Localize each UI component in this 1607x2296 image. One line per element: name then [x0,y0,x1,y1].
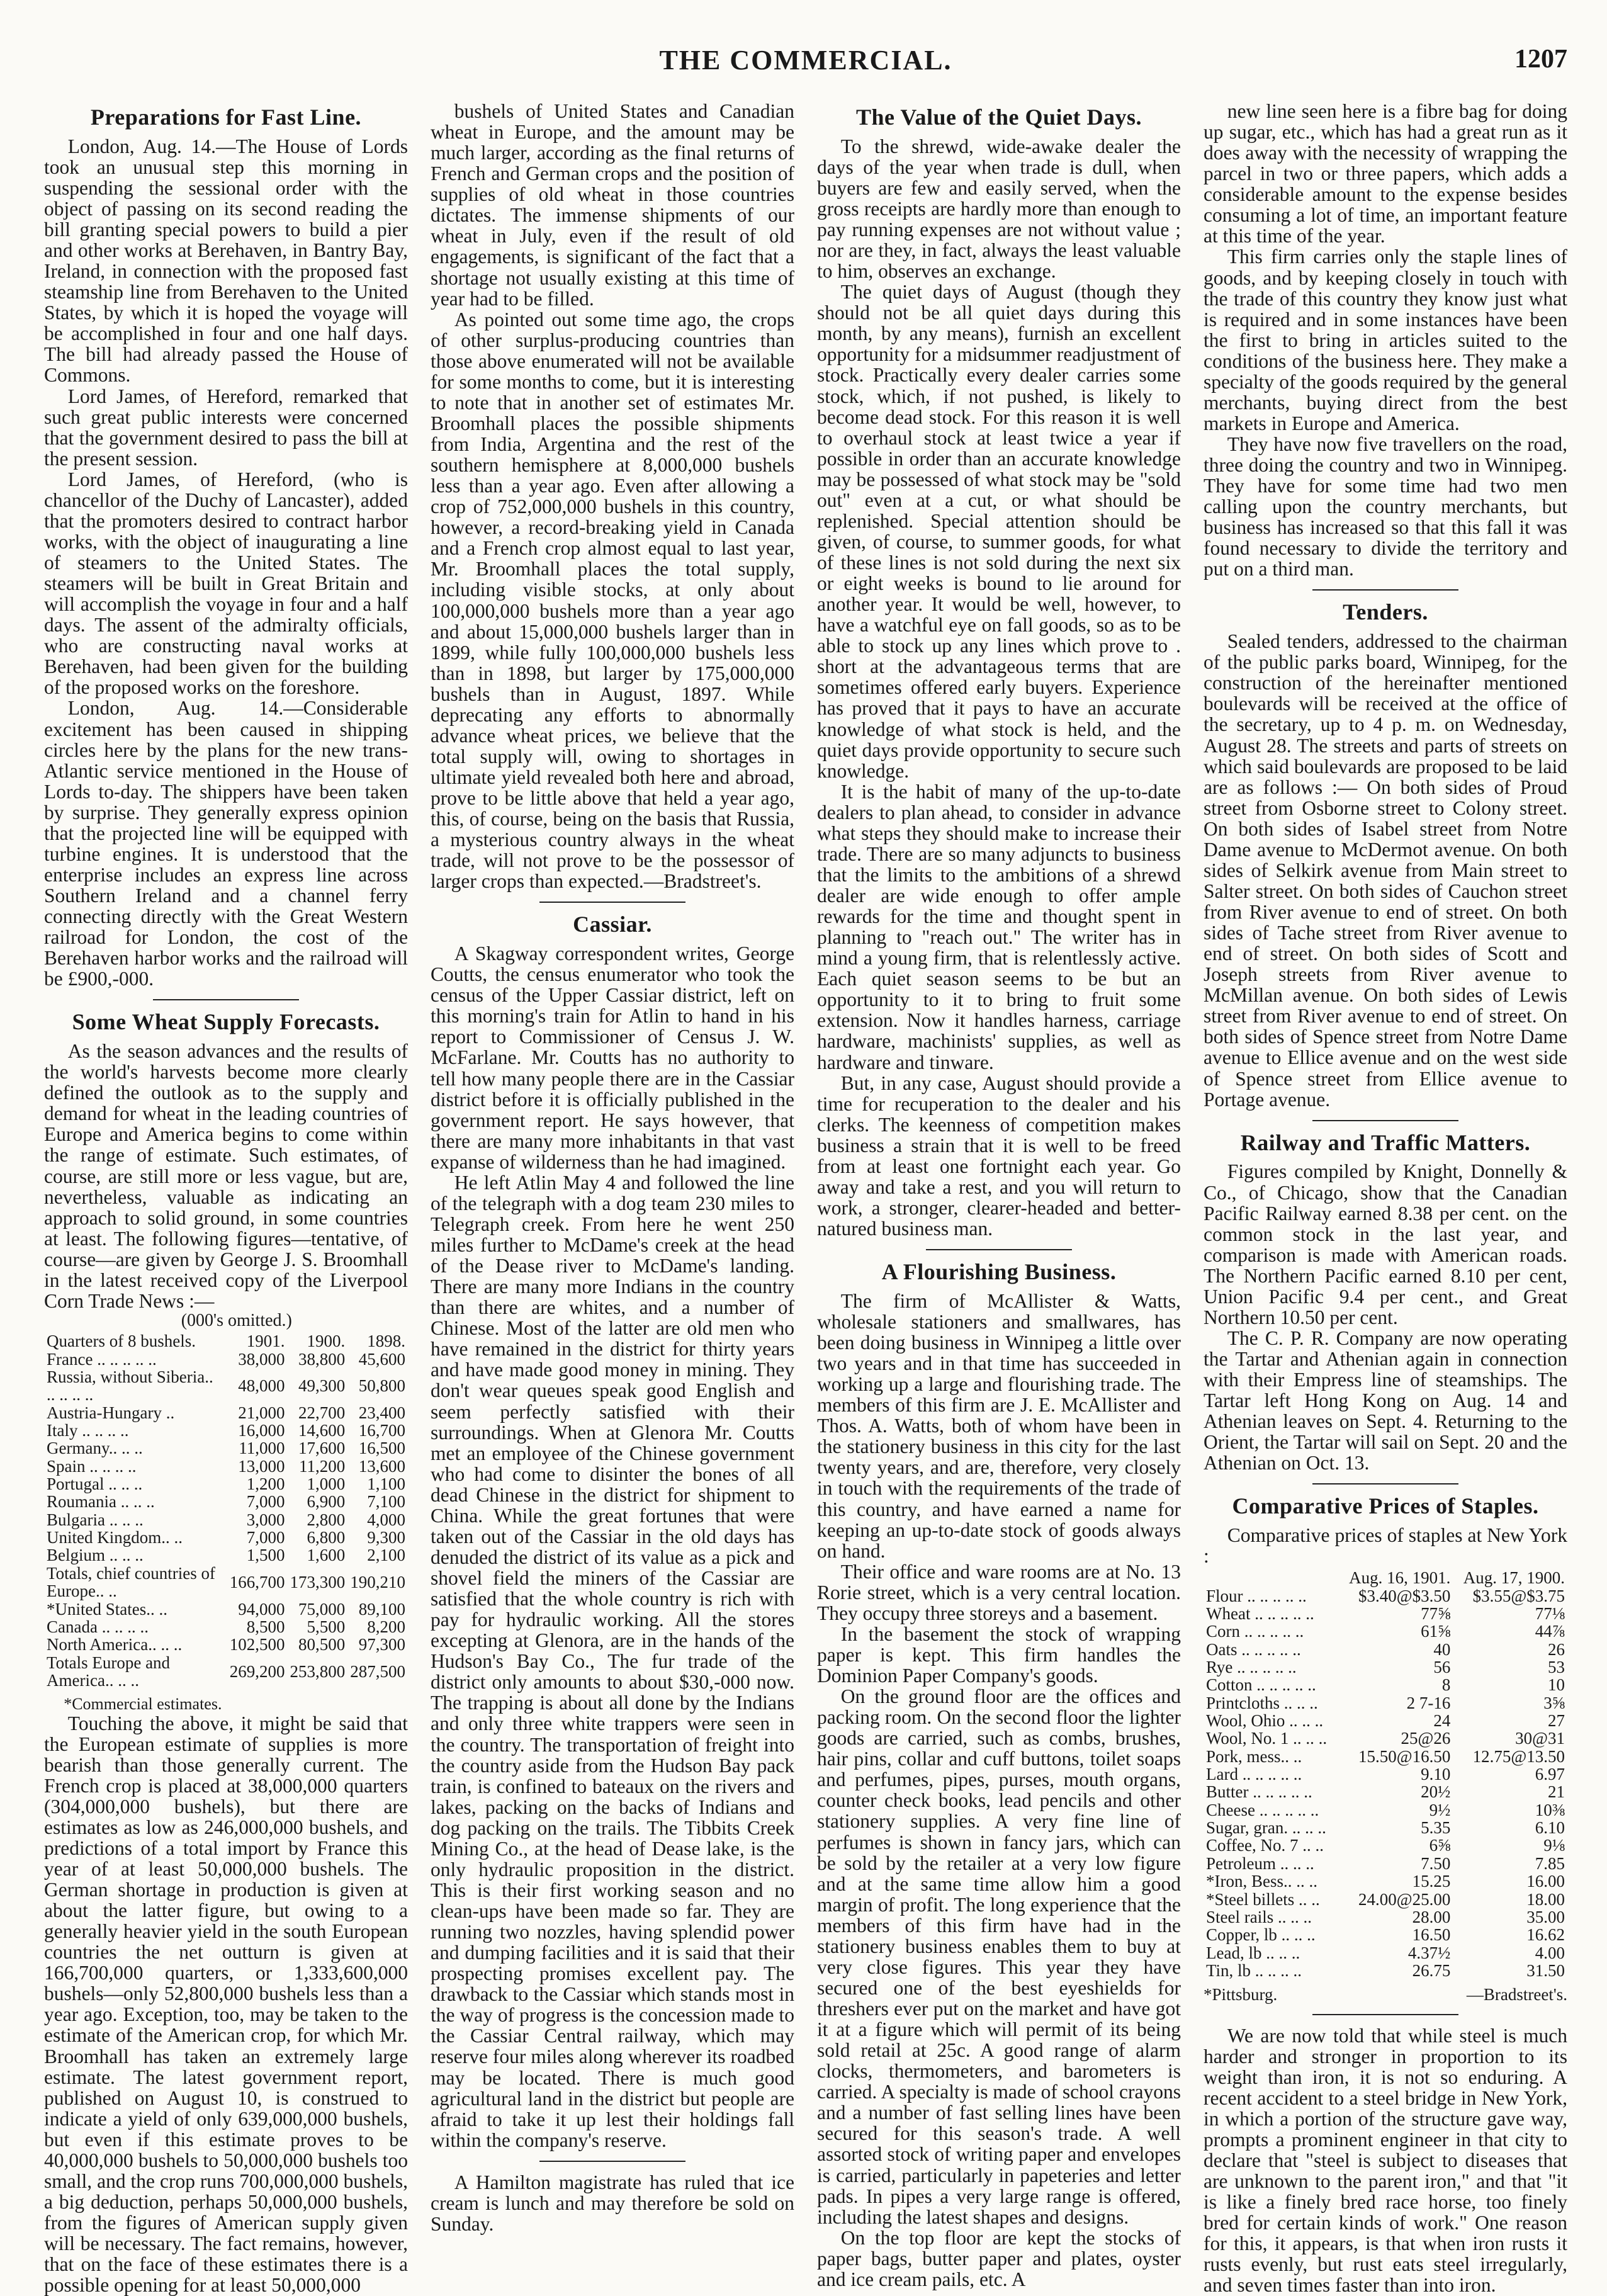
paragraph: We are now told that while steel is much harder and stronger in proportion to its weight than iron, it is not so enduring. A recent accident to a steel bridge in New York, in which a portion of the structure gave way, prompts a prominent engineer in that city to declare that "steel is subject to diseases that are unknown to the parent iron," and that "it is like a finely bred race horse, too finely bred for certain kinds of work." One reason for this, it appears, is that when iron rusts it rusts evenly, but rust eats steel irregularly, and seven times faster than into iron. [1204,2024,1567,2296]
article-headline: Cassiar. [573,912,652,937]
row-label: Butter .. .. .. .. .. [1206,1782,1312,1802]
table-cell: 5,500 [307,1617,346,1636]
section-rule [1312,1483,1458,1484]
table-row [1204,1748,1567,1765]
table-row [1204,1729,1567,1747]
paragraph: He left Atlin May 4 and followed the line of the telegraph with a dog team 230 miles to Telegraph creek. From here he went 250 miles further to McDame's creek at the head of the Dease river to McDame's landing. There are many more Indians in the country than there are whites, and a number of Chinese. Most of the latter are old men who have remained in the district for thirty years and have made good money in mining. They don't wear queues speak good English and seem perfectly satisfied with their surroundings. When at Glenora Mr. Coutts met an employee of the Chinese government who had come to disinter the bones of all dead Chinese in the district for shipment to China. While the great fortunes that were taken out of the Cassiar in the old days has denuded the district of its value as a pick and shovel field the miners of the Cassiar are satisfied that the whole country is rich with pay for hydraulic working. All the stores excepting at Glenora, are in the hands of the Hudson's Bay Co., The fur trade of the district only amounts to about $30,-000 now. The trapping is about all done by the Indians and only three white trappers were seen in the country. The transportation of freight into the country aside from the Hudson Bay pack train, is confined to bateaux on the rivers and lakes, packing on the backs of Indians and dog packing on the trails. The Tibbits Creek Mining Co., at the head of Dease lake, is the only hydraulic proposition in the district. This is their first working season and no clean-ups have been made so far. They are running two nozzles, having splendid power and dumping facilities and it is said that their prospecting promises excellent pay. The drawback to the Cassiar which stands most in the way of progress is the concession made to the Cassiar Central railway, which may reserve four miles along wherever its roadbed may be located. There is much good agricultural land in the district but people are afraid to take it up lest their holdings fall within the company's reserve. [431,1171,794,2151]
column-header: 1900. [307,1332,346,1351]
table-cell: 7,100 [367,1492,405,1512]
column-2 [431,100,794,2235]
table-row [1204,1891,1567,1908]
section-rule [1312,589,1458,591]
row-label: Copper, lb .. .. .. [1206,1925,1316,1945]
table-cell: 15.50@16.50 [1358,1746,1451,1766]
table-row [1204,1641,1567,1658]
table-cell: 80,500 [298,1635,346,1654]
table-cell: 94,000 [238,1599,285,1619]
table-row [1204,1855,1567,1872]
table-row [1204,1783,1567,1801]
section-rule [539,902,685,903]
staples-table [1204,1569,1567,1979]
table-cell: 25@26 [1401,1729,1451,1748]
table-cell: 1,600 [307,1546,346,1565]
row-label: *Iron, Bess.. .. .. [1206,1872,1317,1891]
table-cell: 17,600 [298,1439,346,1458]
table-cell: 2 7-16 [1406,1693,1451,1712]
table-cell: 7.85 [1535,1853,1565,1873]
row-label: Sugar, gran. .. .. .. [1206,1818,1326,1838]
paragraph: In the basement the stock of wrapping paper is kept. This firm handles the Dominion Paper Company's goods. [817,1622,1181,1687]
row-label: Belgium .. .. .. [47,1546,144,1565]
paragraph: But, in any case, August should provide a time for recuperation to the dealer and his clerks. The keenness of competition makes business a strain that it is well to be freed from at least one fortnight each year. Go away and take a rest, and you will return to work, a stronger, clearer-headed and better-natured business man. [817,1072,1181,1240]
table-cell: 253,800 [290,1661,346,1681]
table-cell: 30@31 [1515,1729,1565,1748]
section-rule [1312,2014,1458,2015]
column-header: Aug. 17, 1900. [1463,1568,1565,1588]
row-label: Wool, Ohio .. .. .. [1206,1711,1324,1731]
column-3 [817,101,1181,2290]
table-cell: 15.25 [1412,1872,1451,1891]
table-cell: 16,000 [238,1421,285,1440]
article-headline: Some Wheat Supply Forecasts. [72,1009,380,1035]
table-cell: 10 [1548,1675,1565,1695]
table-cell: 24 [1433,1711,1451,1731]
row-label: Russia, without Siberia.. .. .. .. .. [47,1367,213,1405]
table-cell: 48,000 [238,1376,285,1396]
table-cell: 8,200 [367,1617,405,1636]
row-label: Oats .. .. .. .. .. [1206,1639,1301,1659]
table-cell: 38,000 [238,1349,285,1369]
table-cell: 21,000 [238,1403,285,1422]
table-cell: 16.62 [1526,1925,1565,1945]
table-row [44,1600,408,1618]
table-caption: Quarters of 8 bushels. [47,1332,196,1351]
table-cell: 56 [1433,1658,1451,1677]
paragraph: bushels of United States and Canadian wheat in Europe, and the amount may be much larger, according as the final returns of French and German crops and the position of supplies of old wheat in those countries dictates. The immense shipments of our wheat in July, even if the result of old engagements, is significant of the fact that a shortage not usually existing at this time of year had to be filled. [431,100,794,310]
footnote-left: *Pittsburg. [1204,1985,1278,2005]
table-cell: 53 [1548,1658,1565,1677]
table-cell: 166,700 [229,1573,285,1592]
section-rule [926,1249,1071,1250]
paragraph: London, Aug. 14.—The House of Lords took an unusual step this morning in suspending the sessional order with the object of passing on its second reading the bill granting special powers to build a pier and other works at Berehaven, in Bantry Bay, Ireland, in connection with the proposed fast steamship line from Berehaven to the United States, by which it is hoped the voyage will be accomplished in four and one half days. The bill had already passed the House of Commons. [44,135,408,387]
table-cell: 8 [1441,1675,1451,1695]
table-cell: 6⅝ [1429,1836,1451,1855]
table-cell: 3⅝ [1543,1693,1565,1712]
table-cell: 97,300 [358,1635,405,1654]
table-cell: 3,000 [246,1510,285,1529]
table-cell: 1,000 [307,1474,346,1494]
section-rule [153,999,298,1000]
table-row [1204,1819,1567,1836]
table-cell: 16.00 [1526,1872,1565,1891]
table-cell: 27 [1548,1711,1565,1731]
table-row [44,1493,408,1510]
table-row [44,1564,408,1600]
table-cell: 2,100 [367,1546,405,1565]
row-label: Portugal .. .. .. [47,1474,143,1494]
row-label: Wool, No. 1 .. .. .. [1206,1729,1328,1748]
table-cell: 190,210 [350,1573,405,1592]
table-cell: 1,200 [246,1474,285,1494]
row-label: United Kingdom.. .. [47,1528,183,1547]
paragraph: As the season advances and the results of the world's harvests become more clearly defined the outlook as to the supply and demand for wheat in the leading countries of Europe and America begins to come within the range of estimate. Such estimates, of course, are still more or less vague, but are, nevertheless, valuable as indicating an approach to solid ground, in some countries at least. The following figures—tentative, of course—are given by George J. S. Broomhall in the latest received copy of the Liverpool Corn Trade News :— [44,1040,408,1312]
paragraph: This firm carries only the staple lines of goods, and by keeping closely in touch with the trade of this country they know just what is required and in some instances have been the first to bring in articles suited to the conditions of the business here. They make a specialty of the goods required by the general merchants, buying direct from the best markets in Europe and America. [1204,246,1567,434]
article-headline: Tenders. [1343,599,1428,625]
table-cell: 7.50 [1421,1853,1451,1873]
paragraph: To the shrewd, wide-awake dealer the days of the year when trade is dull, when buyers are few and easily served, when the gross receipts are hardly more than enough to pay running expenses are not without value ; nor are they, in fact, always the least valuable to him, observes an exchange. [817,135,1181,283]
table-cell: 16,700 [358,1421,405,1440]
column-header: 1898. [367,1332,405,1351]
row-label: North America.. .. .. [47,1635,183,1654]
wheat-table-america [44,1636,408,1689]
article-headline: The Value of the Quiet Days. [855,105,1142,130]
article-headline: Comparative Prices of Staples. [1232,1493,1539,1519]
row-label: Germany.. .. .. [47,1439,143,1458]
table-cell: 6,900 [307,1492,346,1512]
row-label: Cotton .. .. .. .. .. [1206,1675,1316,1695]
column-header: 1901. [246,1332,285,1351]
paragraph: Sealed tenders, addressed to the chairman of the public parks board, Winnipeg, for the construction of the hereinafter mentioned boulevards will be received at the office of the secretary, up to 4 p. m. on Wednesday, August 28. The streets and parts of streets on which said boulevards are proposed to be laid are as follows :— On both sides of Proud street from Osborne street to Colony street. On both sides of Isabel street from Notre Dame avenue to McDermot avenue. On both sides of Selkirk avenue from Main street to Salter street. On both sides of Cauchon street from River avenue to end of street. On both sides of Tache street from River avenue to end of street. On both sides of Scott and Joseph streets from River avenue to McMillan avenue. On both sides of Lewis street from River avenue to end of street. On both sides of Spence street from Notre Dame avenue to Ellice avenue and on the west side of Spence street from Ellice avenue to Portage avenue. [1204,630,1567,1111]
table-row [44,1422,408,1439]
table-cell: 16,500 [358,1439,405,1458]
table-cell: 12.75@13.50 [1472,1746,1565,1766]
table-cell: 1,500 [246,1546,285,1565]
table-row [1204,1801,1567,1819]
table-cell: 61⅝ [1421,1622,1451,1641]
table-cell: $3.55@$3.75 [1472,1586,1565,1605]
row-label: *Steel billets .. .. [1206,1889,1320,1909]
table-row [44,1618,408,1636]
table-row [44,1654,408,1690]
table-row [44,1511,408,1529]
table-cell: 9⅛ [1543,1836,1565,1855]
paragraph: London, Aug. 14.—Considerable excitement has been caused in shipping circles here by the plans for the new trans-Atlantic service mentioned in the House of Lords to-day. The shippers have been taken by surprise. They generally express opinion that the projected line will be equipped with turbine engines. It is understood that the enterprise includes an express line across Southern Ireland and a channel ferry connecting directly with the Great Western railroad for London, the cost of the Berehaven harbor works and the railroad will be £900,-000. [44,697,408,990]
table-cell: $3.40@$3.50 [1358,1586,1451,1605]
table-cell: 7,000 [246,1492,285,1512]
row-label: Totals Europe and America.. .. .. [47,1653,171,1690]
table-cell: 2,800 [307,1510,346,1529]
paragraph: It is the habit of many of the up-to-date dealers to plan ahead, to consider in advance what steps they should make to increase their trade. There are so many adjuncts to business that the limits to the ambitions of a shrewd dealer are wide enough to offer ample rewards for the time and thought spent in planning to "reach out." The writer has in mind a young firm, that is relentlessly active. Each quiet season seems to be but an opportunity to it to bring to fruit some extension. Now it handles harness, carriage hardware, machinists' supplies, as well as hardware and tinware. [817,780,1181,1073]
table-cell: 13,600 [358,1456,405,1476]
wheat-table-body [44,1350,408,1564]
row-label: Petroleum .. .. .. [1206,1853,1314,1873]
table-cell: 14,600 [298,1421,346,1440]
table-cell: 45,600 [358,1349,405,1369]
table-row [44,1350,408,1368]
table-cell: 77⅛ [1535,1604,1565,1624]
page-header [44,44,1567,88]
table-cell: 28.00 [1412,1907,1451,1926]
table-cell: 6,800 [307,1528,346,1547]
row-label: Lard .. .. .. .. .. [1206,1765,1302,1784]
paragraph: On the ground floor are the offices and packing room. On the second floor the lighter goods are carried, such as combs, brushes, hair pins, collar and cuff buttons, toilet soaps and perfumes, pipes, purses, mouth organs, counter check books, lead pencils and other stationery supplies. A very fine line of perfumes is shown in fancy jars, which can be sold by the retailer at a very low figure and at the same time allow him a good margin of profit. The long experience that the members of this firm have had in the stationery business enables them to buy at very close figures. This year they have secured one of the best eyeshields for threshers ever put on the market and have got it at a figure which will permit of its being sold retail at 25c. A good range of alarm clocks, thermometers, and barometers is carried. A specialty is made of school crayons and a number of fast selling lines have been secured for this season's trade. A well assorted stock of writing paper and envelopes is carried, particularly in papeteries and letter pads. In pipes a very large range is offered, including the latest shapes and designs. [817,1685,1181,2228]
table-cell: 22,700 [298,1403,346,1422]
article-headline: A Flourishing Business. [881,1259,1117,1285]
row-label: Roumania .. .. .. [47,1492,155,1512]
table-row [44,1404,408,1422]
row-label: Cheese .. .. .. .. .. [1206,1800,1319,1819]
row-label: Totals, chief countries of Europe.. .. [47,1563,216,1601]
table-row [1204,1658,1567,1676]
table-row [44,1529,408,1546]
table-cell: 4.37½ [1407,1943,1451,1962]
table-row [44,1457,408,1475]
table-cell: 20½ [1421,1782,1451,1802]
table-cell: 102,500 [229,1635,285,1654]
table-note: *Commercial estimates. [64,1695,222,1714]
table-cell: 7,000 [246,1528,285,1547]
paragraph: A Skagway correspondent writes, George Coutts, the census enumerator who took the census of the Upper Cassiar district, left on this morning's train for Atlin to hand in his report to Commissioner of Census J. W. McFarlane. Mr. Coutts has no authority to tell how many people there are in the Cassiar district before it is officially published in the government report. He says however, that there are many more inhabitants in that vast expanse of wilderness than he had imagined. [431,942,794,1173]
row-label: Flour .. .. .. .. .. [1206,1586,1307,1605]
table-row [1204,1926,1567,1943]
table-cell: 8,500 [246,1617,285,1636]
footnote-source: —Bradstreet's. [1466,1985,1567,2005]
paragraph: Figures compiled by Knight, Donnelly & Co., of Chicago, show that the Canadian Pacific Railway earned 8.38 per cent. on the common stock in the last year, and comparison is made with American roads. The Northern Pacific earned 8.10 per cent, Union Pacific 9.4 per cent., and Great Northern 10.50 per cent. [1204,1160,1567,1328]
table-cell: 9½ [1429,1800,1451,1819]
row-label: Bulgaria .. .. .. [47,1510,144,1529]
table-row [1204,1622,1567,1640]
table-row [1204,1836,1567,1854]
paragraph: They have now five travellers on the road, three doing the country and two in Winnipeg. They have for some time had two men calling upon the country merchants, but business has increased so that this fall it was found necessary to divide the territory and put on a third man. [1204,433,1567,580]
paragraph: The quiet days of August (though they should not be all quiet days during this month, by any means), furnish an excellent opportunity for a midsummer readjustment of stock. Practically every dealer carries some stock, which, if not pushed, is likely to become dead stock. For this reason it is well to overhaul stock at least twice a year if possible in order than an accurate knowledge may be possessed of what stock may be "sold out" even at a cut, or what should be replenished. Special attention should be given, of course, to summer goods, for what of these lines is not sold during the next six or eight weeks is bound to lie around for another year. It would be well, however, to have a watchful eye on fall goods, so as to be able to stock up any lines which prove to . short at the advantageous terms that are sometimes offered early buyers. Experience has proved that it pays to have an accurate knowledge of what stock is held, and the quiet days provide opportunity to secure such knowledge. [817,281,1181,782]
table-row [1204,1605,1567,1622]
paragraph: A Hamilton magistrate has ruled that ice cream is lunch and may therefore be sold on Sunday. [431,2171,794,2235]
paragraph: Touching the above, it might be said that the European estimate of supplies is more bearish than those generally current. The French crop is placed at 38,000,000 quarters (304,000,000 bushels), but there are estimates as low as 246,000,000 bushels, and predictions of a total import by France this year of at least 50,000,000 bushels. The German shortage in production is given at about the latter figure, but owing to a generally heavier yield in the south European countries the net outturn is given at 166,700,000 quarters, or 1,333,600,000 bushels—only 52,800,000 bushels less than a year ago. Exception, too, may be taken to the estimate of the American crop, for which Mr. Broomhall has taken an extremely large estimate. The latest government report, published on August 10, is construed to indicate a yield of only 639,000,000 bushels, but even if this estimate proves to be 40,000,000 bushels to 50,000,000 bushels too small, and the crop runs 700,000,000 bushels, a big deduction, perhaps 50,000,000 bushels, from the figures of American supply given will be necessary. The fact remains, however, that on the face of these estimates there is a possible opening for at least 50,000,000 [44,1712,408,2296]
staples-table-body [1204,1587,1567,1980]
paragraph: new line seen here is a fibre bag for doing up sugar, etc., which has had a great run as it does away with the necessity of wrapping the parcel in two or three papers, which adds a considerable amount to the expense besides consuming a lot of time, an important feature at this time of the year. [1204,100,1567,247]
row-label: Lead, lb .. .. .. [1206,1943,1300,1962]
table-cell: 6.10 [1535,1818,1565,1838]
table-row [1204,1872,1567,1890]
table-row [1204,1676,1567,1694]
row-label: Austria-Hungary .. [47,1403,175,1422]
table-cell: 13,000 [238,1456,285,1476]
table-row [1204,1587,1567,1605]
column-4 [1204,100,1567,2296]
table-row [1204,1908,1567,1926]
table-cell: 173,300 [290,1573,346,1592]
table-cell: 44⅞ [1535,1622,1565,1641]
table-row [44,1368,408,1404]
table-cell: 10⅜ [1535,1800,1565,1819]
table-cell: 18.00 [1526,1889,1565,1909]
paragraph: The firm of McAllister & Watts, wholesale stationers and smallwares, has been doing business in Winnipeg a little over two years and in that time has succeeded in working up a large and flourishing trade. The members of this firm are J. E. McAllister and Thos. A. Watts, both of whom have been in the stationery business in this city for the last twenty years, and are, therefore, very closely in touch with the requirements of the trade of this country, and have earned a name for keeping an up-to-date stock of goods always on hand. [817,1289,1181,1562]
row-label: Canada .. .. .. .. [47,1617,149,1636]
row-label: Rye .. .. .. .. .. [1206,1658,1297,1677]
table-cell: 16.50 [1412,1925,1451,1945]
row-label: Spain .. .. .. .. [47,1456,137,1476]
column-1 [44,101,408,2296]
page-number: 1207 [1514,45,1567,74]
table-cell: 269,200 [229,1661,285,1681]
table-row [1204,1944,1567,1962]
table-cell: 31.50 [1526,1960,1565,1980]
table-cell: 50,800 [358,1376,405,1396]
table-cell: 21 [1548,1782,1565,1802]
paragraph: As pointed out some time ago, the crops of other surplus-producing countries than those above enumerated will not be available for some months to come, but it is interesting to note that in another set of estimates Mr. Broomhall places the possible shipments from India, Argentina and the rest of the southern hemisphere at 8,000,000 bushels less than a year ago. Even after allowing a crop of 752,000,000 bushels in this country, however, a record-breaking yield in Canada and a French crop almost equal to last year, Mr. Broomhall places the total supply, including visible stocks, at only about 100,000,000 bushels more than a year ago and about 15,000,000 bushels larger than in 1899, while fully 100,000,000 bushels less than in 1898, but larger by 175,000,000 bushels than in August, 1897. While deprecating any efforts to abnormally advance wheat prices, we believe that the total supply will, owing to shortages in ultimate yield revealed both here and abroad, prove to be little above that held a year ago, this, of course, being on the basis that Russia, a mysterious country always in the wheat trade, will not prove to be the possessor of larger crops than expected.—Bradstreet's. [431,308,794,893]
table-cell: 4,000 [367,1510,405,1529]
running-head: THE COMMERCIAL. [659,45,952,76]
table-row [44,1475,408,1493]
row-label: Tin, lb .. .. .. .. [1206,1960,1302,1980]
table-cell: 89,100 [358,1599,405,1619]
table-intro: Comparative prices of staples at New York : [1204,1524,1567,1568]
table-cell: 38,800 [298,1349,346,1369]
row-label: *United States.. .. [47,1599,167,1619]
table-cell: 77⅝ [1421,1604,1451,1624]
table-cell: 24.00@25.00 [1358,1889,1451,1909]
table-footnote [1204,1986,1567,2003]
row-label: Corn .. .. .. .. .. [1206,1622,1304,1641]
table-cell: 26.75 [1412,1960,1451,1980]
table-cell: 9.10 [1421,1765,1451,1784]
table-cell: 11,000 [239,1439,285,1458]
table-cell: 4.00 [1535,1943,1565,1962]
table-cell: 6.97 [1535,1765,1565,1784]
row-label: Printcloths .. .. .. [1206,1693,1318,1712]
paragraph: On the top floor are kept the stocks of paper bags, butter paper and plates, oyster and ice cream pails, etc. A [817,2226,1181,2290]
paragraph: Lord James, of Hereford, (who is chancellor of the Duchy of Lancaster), added that the promoters desired to contract harbor works, with the object of inaugurating a line of steamers to the United States. The steamers will be built in Great Britain and will accomplish the voyage in four and a half days. The assent of the admiralty officials, who are constructing naval works at Berehaven, had been given for the building of the proposed works on the foreshore. [44,468,408,699]
table-cell: 75,000 [298,1599,346,1619]
section-rule [539,2161,685,2162]
wheat-table-totals [44,1564,408,1636]
row-label: Pork, mess.. .. [1206,1746,1302,1766]
table-row [1204,1962,1567,1979]
row-label: Italy .. .. .. .. [47,1421,129,1440]
table-cell: 26 [1548,1639,1565,1659]
table-cell: 49,300 [298,1376,346,1396]
row-label: Coffee, No. 7 .. .. [1206,1836,1324,1855]
table-row [44,1439,408,1457]
table-cell: 40 [1433,1639,1451,1659]
section-rule [1312,1120,1458,1121]
columns [44,100,1567,2296]
table-cell: 35.00 [1526,1907,1565,1926]
table-row [44,1636,408,1653]
article-headline: Preparations for Fast Line. [90,105,362,130]
column-header: Aug. 16, 1901. [1349,1568,1451,1588]
table-row [1204,1712,1567,1729]
row-label: France .. .. .. .. .. [47,1349,157,1369]
table-cell: 5.35 [1421,1818,1451,1838]
table-cell: 1,100 [367,1474,405,1494]
row-label: Wheat .. .. .. .. .. [1206,1604,1314,1624]
table-cell: 287,500 [350,1661,405,1681]
wheat-table [44,1332,408,1689]
paragraph: Their office and ware rooms are at No. 13 Rorie street, which is a very central location. They occupy three storeys and a basement. [817,1560,1181,1624]
paragraph: Lord James, of Hereford, remarked that such great public interests were concerned that the government desired to pass the bill at the present session. [44,385,408,470]
table-row [1204,1765,1567,1783]
article-headline: Railway and Traffic Matters. [1240,1129,1531,1155]
table-row [1204,1694,1567,1712]
table-units: (000's omitted.) [181,1310,292,1330]
row-label: Steel rails .. .. .. [1206,1907,1312,1926]
paragraph: The C. P. R. Company are now operating the Tartar and Athenian again in connection with their Empress line of steamships. The Tartar left Hong Kong on Aug. 14 and Athenian leaves on Sept. 4. Returning to the Orient, the Tartar will sail on Sept. 20 and the Athenian on Oct. 13. [1204,1326,1567,1474]
table-row [44,1546,408,1564]
table-cell: 23,400 [358,1403,405,1422]
table-cell: 9,300 [367,1528,405,1547]
table-cell: 11,200 [299,1456,346,1476]
